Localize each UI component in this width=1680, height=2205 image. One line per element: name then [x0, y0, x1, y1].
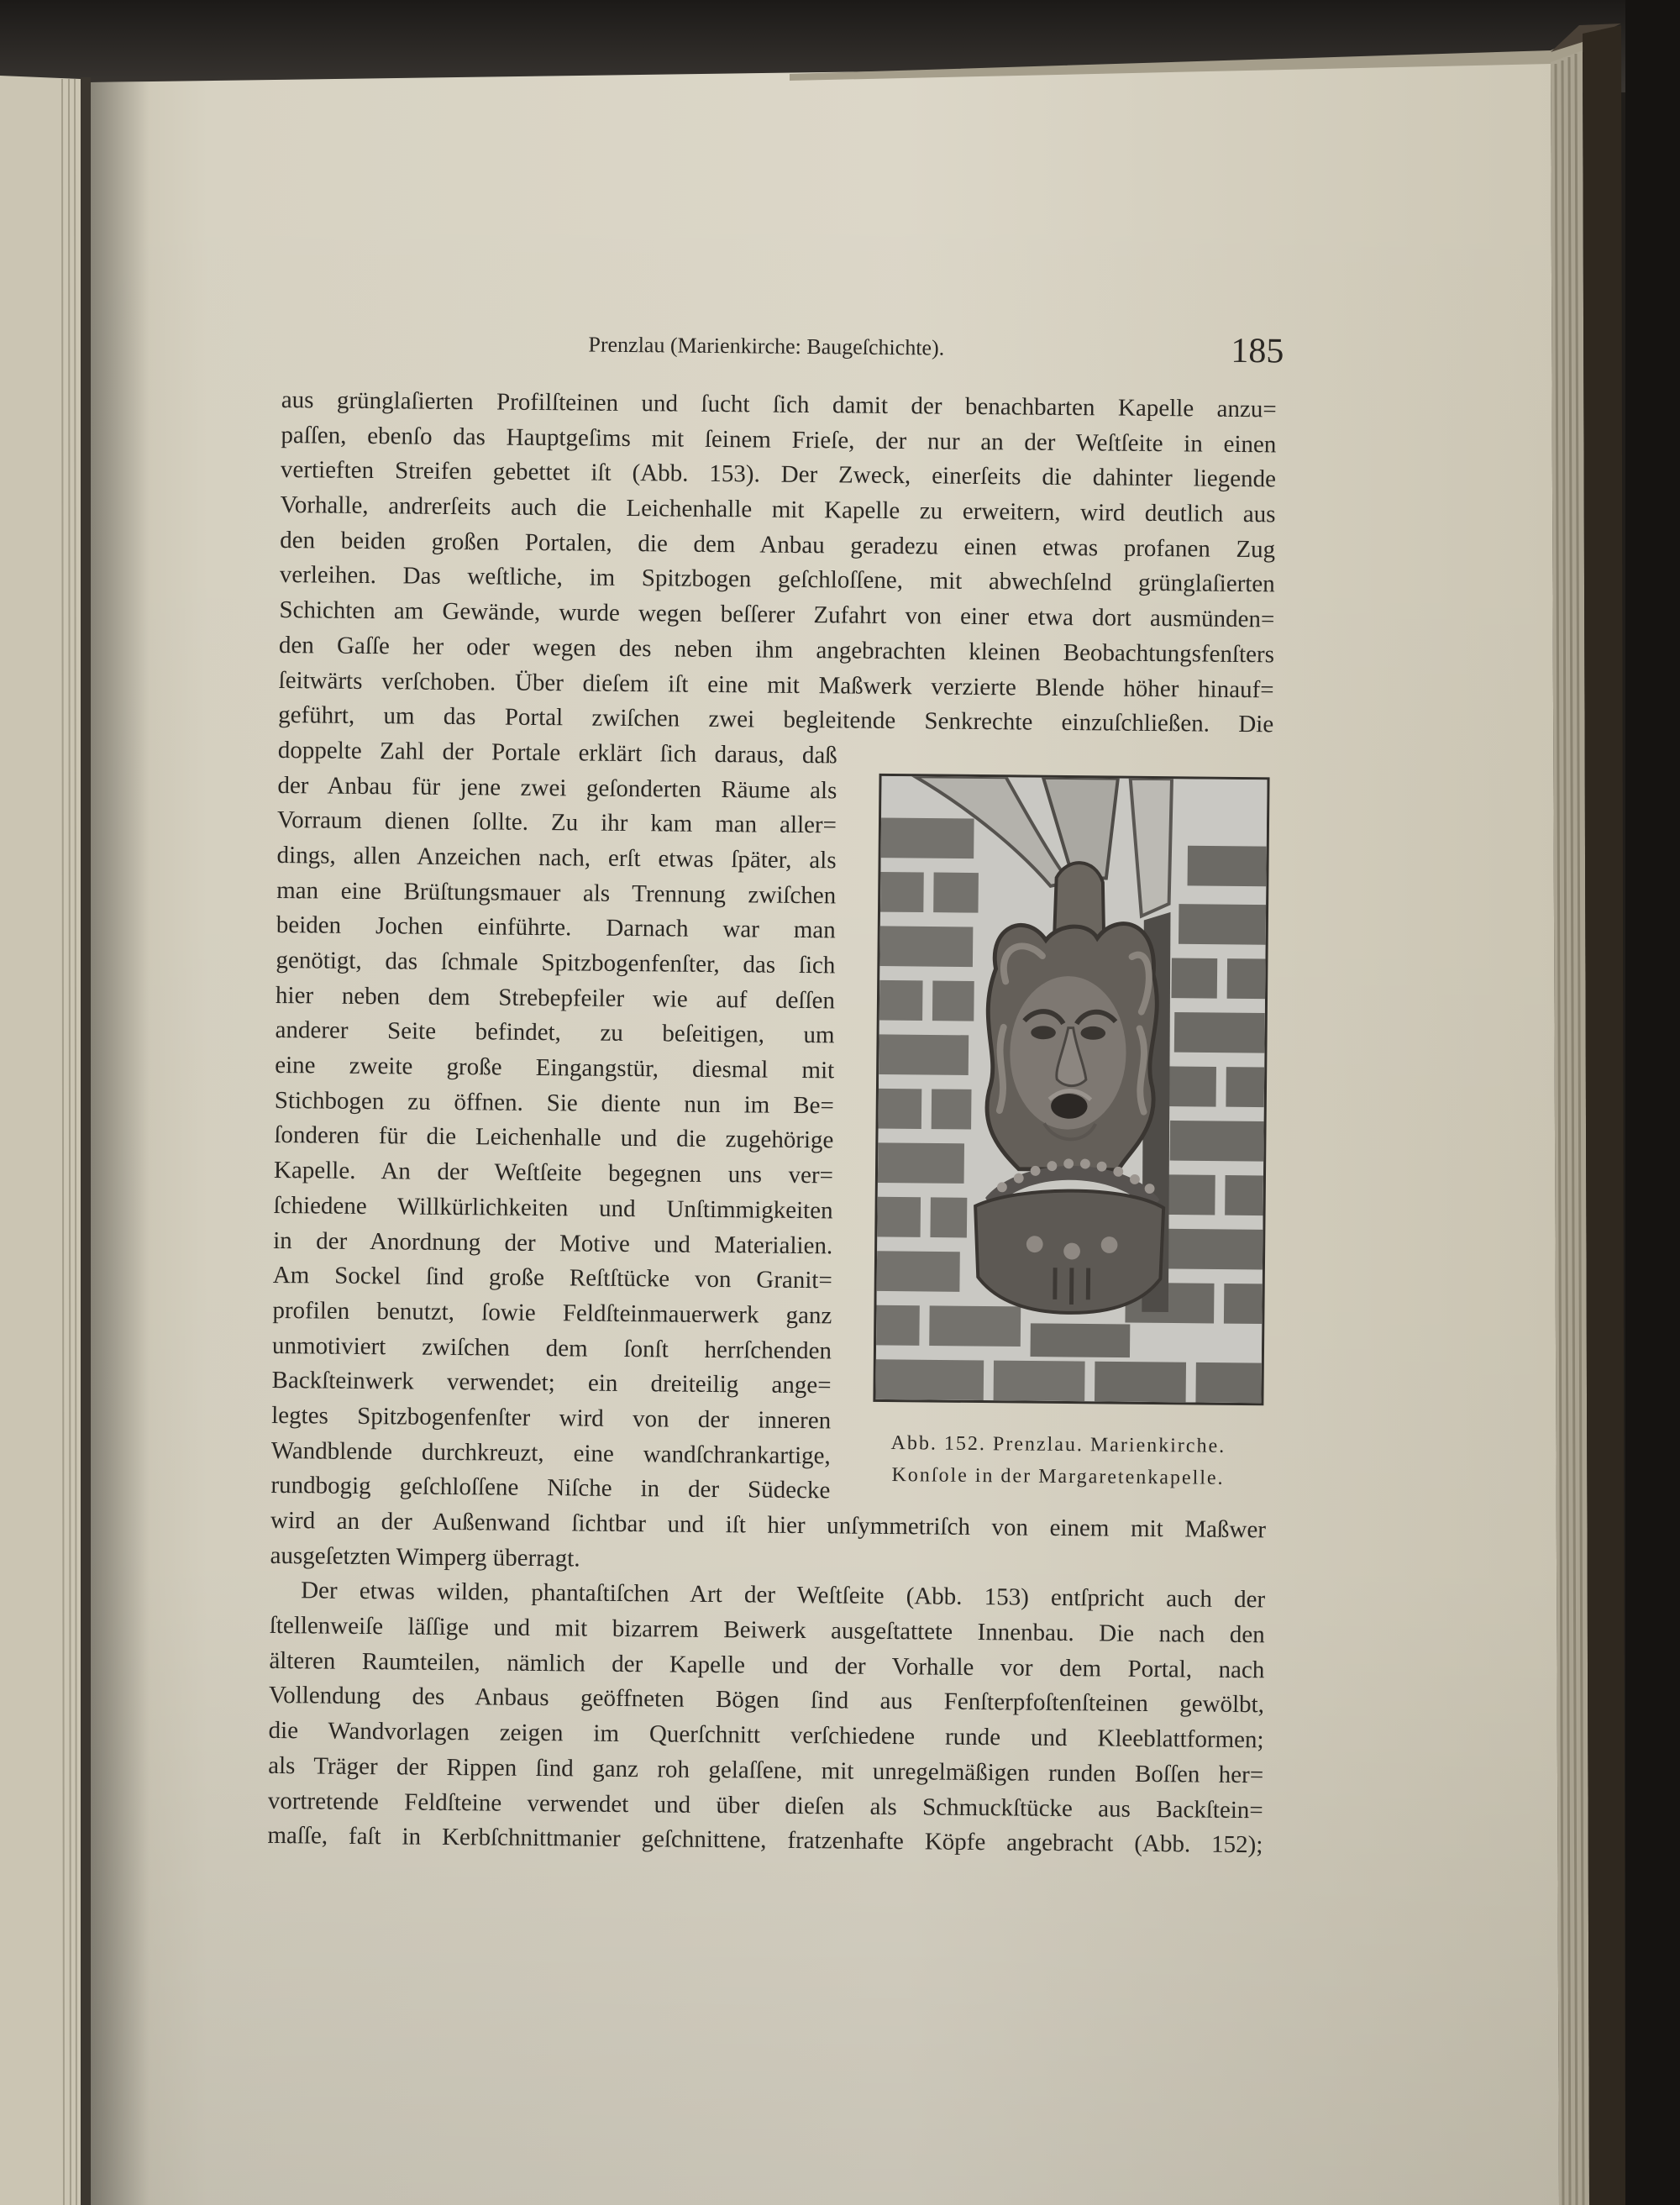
running-head: Prenzlau (Marienkirche: Baugeſchichte). [588, 332, 945, 360]
text-line: dings, allen Anzeichen nach, erſt etwas ſpäter, als [276, 841, 837, 874]
text-line: verleihen. Das weſtliche, im Spitzbogen geſchloſſene, mit abwechſelnd grünglaſierten [279, 561, 1275, 598]
text-line: Vorraum dienen ſollte. Zu ihr kam man aller= [276, 806, 837, 839]
corbel-photo [875, 776, 1267, 1403]
text-line: profilen benutzt, ſowie Feldſteinmauerwerk ganz [272, 1296, 832, 1330]
text-line: legtes Spitzbogenfenſter wird von der inneren [271, 1401, 832, 1435]
page-number: 185 [1231, 331, 1284, 371]
text-line: ſonderen für die Leichenhalle und die zugehörige [274, 1121, 834, 1154]
text-line: ſchiedene Willkürlichkeiten und Unſtimmigkeiten [273, 1191, 833, 1225]
book-cover-edge [1583, 25, 1625, 2205]
paragraph-end-line: ausgeſetzten Wimperg überragt. [270, 1541, 580, 1572]
text-line: Vollendung des Anbaus geöffneten Bögen ſind aus Fenſterpfoſtenſteinen gewölbt, [268, 1682, 1265, 1719]
text-line: Vorhalle, andrerſeits auch die Leichenhalle mit Kapelle zu erweitern, wird deutlich aus [280, 491, 1276, 528]
text-line: Wandblende durchkreuzt, eine wandſchrankartige, [270, 1436, 831, 1469]
text-line: ſeitwärts verſchoben. Über dieſem iſt eine mit Maßwerk verzierte Blende höher hinauf= [278, 666, 1274, 703]
text-line: genötigt, das ſchmale Spitzbogenfenſter, das ſich [276, 946, 836, 979]
text-line: doppelte Zahl der Portale erklärt ſich daraus, daß [277, 736, 837, 769]
text-line: Backſteinwerk verwendet; ein dreiteilig ange= [271, 1367, 832, 1399]
gutter [81, 77, 91, 2205]
text-line: den Gaſſe her oder wegen des neben ihm angebrachten kleinen Beobachtungsfenſters [278, 631, 1275, 669]
text-line: geführt, um das Portal zwiſchen zwei begleitende Senkrechte einzuſchließen. Die [278, 701, 1274, 738]
text-line: vortretende Feldſteine verwendet und über dieſen als Schmuckſtücke aus Backſtein= [267, 1787, 1263, 1824]
figure-caption-title: Abb. 152. Prenzlau. Marienkirche. [890, 1432, 1226, 1457]
text-line: als Träger der Rippen ſind ganz roh gelaſſene, mit unregelmäßigen runden Boſſen her= [268, 1751, 1264, 1789]
text-line: die Wandvorlagen zeigen im Querſchnitt verſchiedene runde und Kleeblattformen; [268, 1717, 1264, 1754]
text-line: Am Sockel ſind große Reſtſtücke von Granit= [272, 1262, 832, 1294]
text-line: unmotiviert zwiſchen dem ſonſt herrſchenden [271, 1331, 832, 1364]
text-line: hier neben dem Strebepfeiler wie auf deſſen [275, 981, 836, 1015]
text-line: Schichten am Gewände, wurde wegen beſſerer Zufahrt von einer etwa dort ausmünden= [279, 596, 1275, 633]
text-line: den beiden großen Portalen, die dem Anbau geradezu einen etwas profanen Zug [280, 526, 1276, 564]
text-line: der Anbau für jene zwei geſonderten Räume als [277, 771, 837, 804]
text-line: rundbogig geſchloſſene Niſche in der Südecke [270, 1472, 831, 1504]
text-line: aus grünglaſierten Profilſteinen und ſucht ſich damit der benachbarten Kapelle anzu= [281, 386, 1277, 423]
text-line: in der Anordnung der Motive und Materialien. [273, 1226, 833, 1259]
paragraph-start-line: Der etwas wilden, phantaſtiſchen Art der Weſtſeite (Abb. 153) entſpricht auch der [301, 1577, 1266, 1614]
figure-152 [873, 774, 1269, 1405]
text-line: beiden Jochen einführte. Darnach war man [276, 911, 836, 944]
text-line: man eine Brüſtungsmauer als Trennung zwiſchen [276, 876, 837, 909]
text-line: maſſe, faſt in Kerbſchnittmanier geſchnittene, fratzenhafte Köpfe angebracht (Abb. 152); [267, 1822, 1263, 1859]
text-line: paſſen, ebenſo das Hauptgeſims mit ſeinem Frieſe, der nur an der Weſtſeite in einen [281, 421, 1277, 459]
figure-caption-subtitle: Konſole in der Margaretenkapelle. [891, 1464, 1225, 1489]
text-line: Stichbogen zu öffnen. Sie diente nun im Be= [274, 1086, 834, 1120]
text-line: Kapelle. An der Weſtſeite begegnen uns ver= [273, 1157, 834, 1189]
page-content [246, 311, 1303, 1900]
text-line: anderer Seite befindet, zu beſeitigen, um [275, 1016, 835, 1049]
text-line: wird an der Außenwand ſichtbar und iſt hier unſymmetriſch von einem mit Maßwer [270, 1506, 1267, 1544]
text-line: eine zweite große Eingangstür, diesmal mit [275, 1052, 835, 1084]
text-line: älteren Raumteilen, nämlich der Kapelle und der Vorhalle vor dem Portal, nach [269, 1646, 1265, 1684]
text-line: ſtellenweiſe läſſige und mit bizarrem Beiwerk ausgeſtattete Innenbau. Die nach den [269, 1611, 1265, 1649]
text-line: vertieften Streifen gebettet iſt (Abb. 153). Der Zweck, einerſeits die dahinter liegende [280, 456, 1277, 493]
right-backdrop [1625, 0, 1680, 2205]
